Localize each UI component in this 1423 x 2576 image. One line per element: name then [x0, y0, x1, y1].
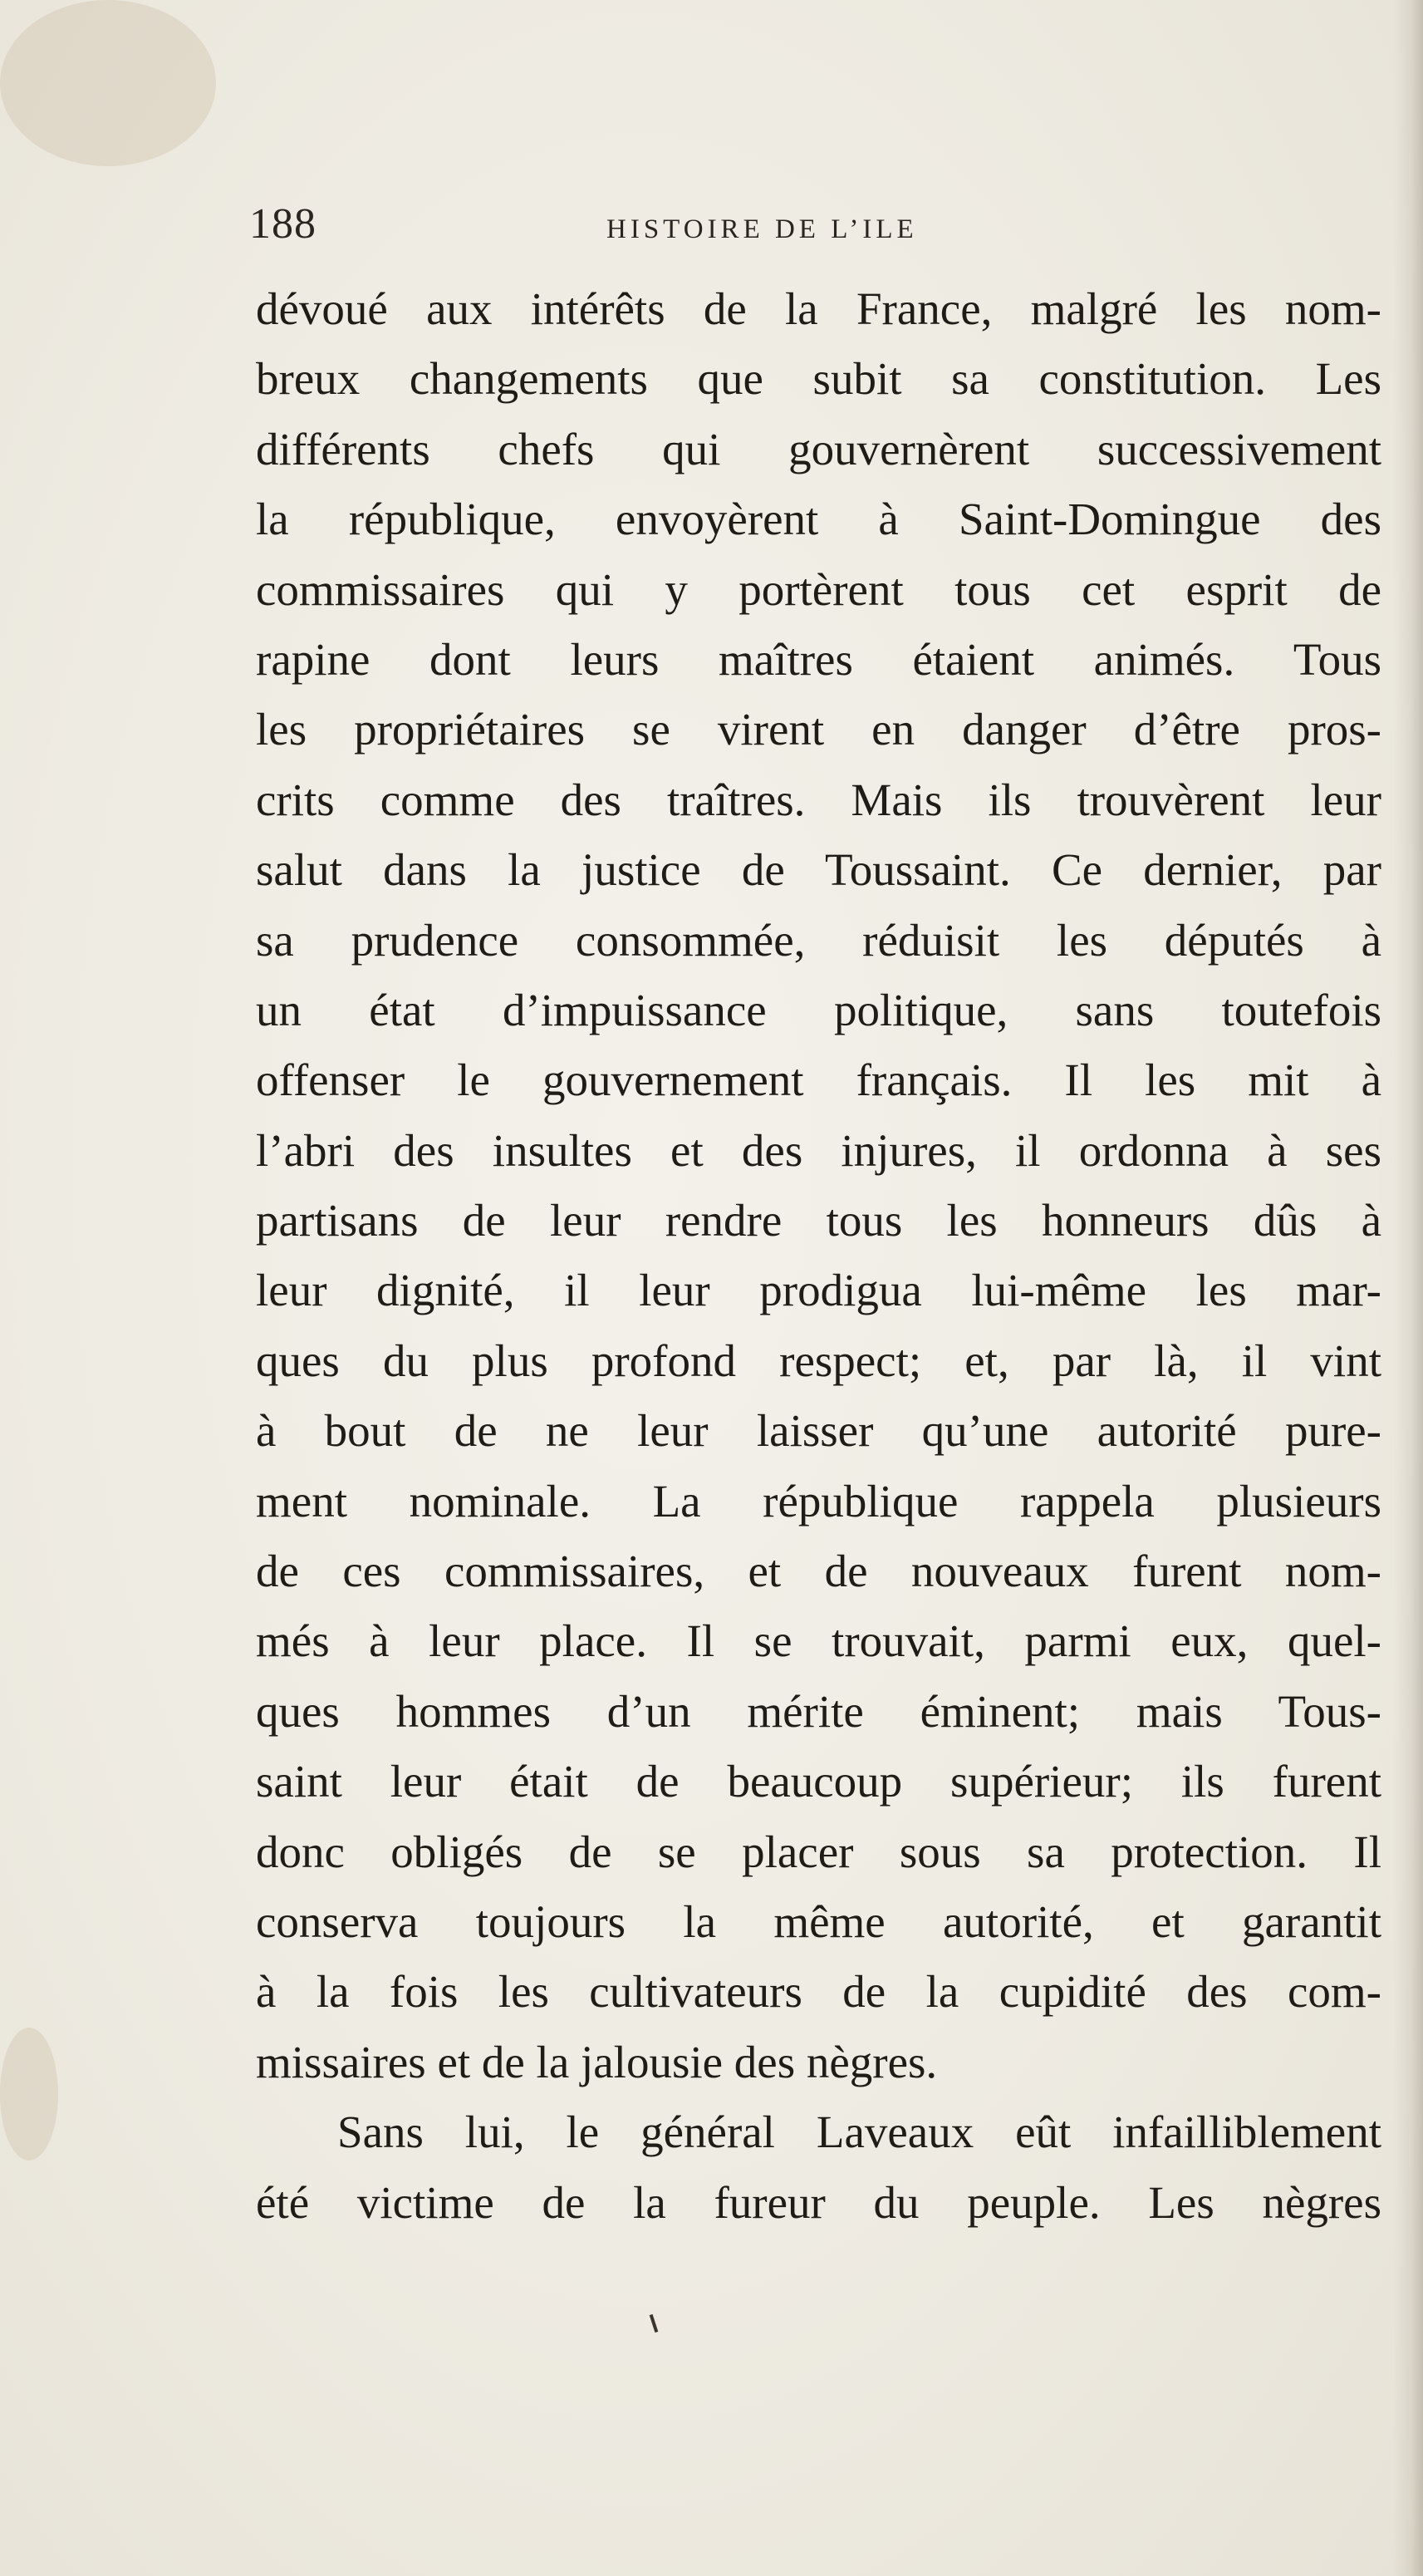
text-line: donc obligés de se placer sous sa protection. Il: [256, 1826, 1381, 1877]
text-line: à la fois les cultivateurs de la cupidité des com-: [256, 1966, 1381, 2018]
text-line: salut dans la justice de Toussaint. Ce dernier, par: [256, 844, 1381, 896]
text-line: rapine dont leurs maîtres étaient animés. Tous: [256, 633, 1381, 685]
text-line: ment nominale. La république rappela plusieurs: [256, 1475, 1381, 1526]
text-line: de ces commissaires, et de nouveaux furent nom-: [256, 1546, 1381, 1597]
printer-mark: [650, 2314, 659, 2333]
text-line: leur dignité, il leur prodigua lui-même les mar-: [256, 1265, 1381, 1316]
text-line: més à leur place. Il se trouvait, parmi eux, quel-: [256, 1615, 1381, 1667]
text-line: été victime de la fureur du peuple. Les nègres: [256, 2176, 1381, 2228]
text-line: dévoué aux intérêts de la France, malgré les nom-: [256, 283, 1381, 334]
page-number: 188: [249, 200, 316, 248]
paragraph-end-line: missaires et de la jalousie des nègres.: [256, 2036, 938, 2087]
paper-stain: [0, 0, 216, 166]
paragraph-start-line: Sans lui, le général Laveaux eût infailliblement: [337, 2107, 1381, 2158]
text-line: commissaires qui y portèrent tous cet esprit de: [256, 563, 1381, 615]
text-line: un état d’impuissance politique, sans toutefois: [256, 984, 1381, 1035]
text-line: l’abri des insultes et des injures, il ordonna à ses: [256, 1124, 1381, 1176]
running-head: [249, 199, 1163, 258]
text-line: partisans de leur rendre tous les honneurs dûs à: [256, 1195, 1381, 1246]
text-line: ques du plus profond respect; et, par là, il vint: [256, 1335, 1381, 1386]
body-text: [256, 274, 1381, 2238]
text-line: breux changements que subit sa constitution. Les: [256, 353, 1381, 405]
paper-stain: [0, 2028, 58, 2161]
text-line: crits comme des traîtres. Mais ils trouvèrent leur: [256, 774, 1381, 825]
text-line: conserva toujours la même autorité, et garantit: [256, 1895, 1381, 1947]
text-line: ques hommes d’un mérite éminent; mais Tous-: [256, 1685, 1381, 1737]
running-title: HISTOIRE DE L’ILE: [606, 214, 918, 244]
text-line: la république, envoyèrent à Saint-Domingue des: [256, 494, 1381, 545]
text-line: offenser le gouvernement français. Il les mit à: [256, 1054, 1381, 1106]
page-edge-shadow: [1393, 0, 1423, 2576]
text-line: à bout de ne leur laisser qu’une autorité pure-: [256, 1405, 1381, 1457]
text-line: les propriétaires se virent en danger d’être pros-: [256, 704, 1381, 755]
text-line: saint leur était de beaucoup supérieur; ils furent: [256, 1756, 1381, 1807]
text-line: différents chefs qui gouvernèrent successivement: [256, 423, 1381, 474]
text-line: sa prudence consommée, réduisit les députés à: [256, 914, 1381, 966]
